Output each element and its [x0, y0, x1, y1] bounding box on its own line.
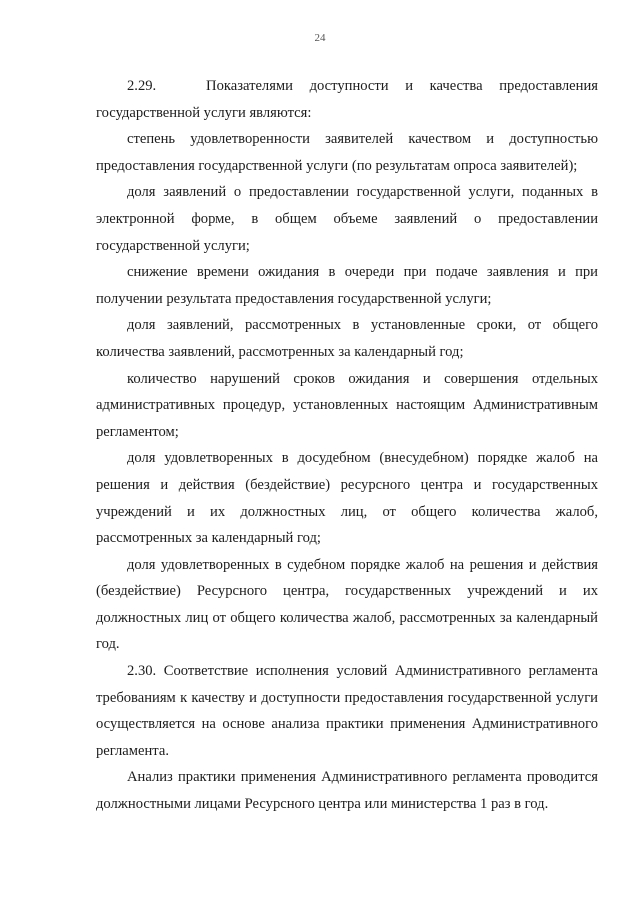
paragraph-violations-count: количество нарушений сроков ожидания и совершения отдельных административных процедур, установленных настоящим Административным регламентом; — [96, 370, 598, 440]
paragraph-queue-time-reduction: снижение времени ожидания в очереди при подаче заявления и при получении результата предоставления государственной услуги; — [96, 264, 598, 307]
paragraph-timely-applications-share: доля заявлений, рассмотренных в установленные сроки, от общего количества заявлений, рассмотренных за календарный год; — [96, 317, 598, 360]
paragraph-2-30-compliance: 2.30. Соответствие исполнения условий Административного регламента требованиям к качеству и доступности предоставления государственной услуги осуществляется на основе анализа практики применения Административного регламента. — [96, 663, 598, 759]
paragraph-pretrial-complaints-share: доля удовлетворенных в досудебном (внесудебном) порядке жалоб на решения и действия (бездействие) ресурсного центра и государственных учреждений и их должностных лиц, от общего количества жалоб, рассмотренных за календарный год; — [96, 450, 598, 547]
document-body — [96, 73, 598, 818]
paragraph-2-29-heading: 2.29. Показателями доступности и качества предоставления государственной услуги являются: — [96, 78, 598, 121]
paragraph-judicial-complaints-share: доля удовлетворенных в судебном порядке жалоб на решения и действия (бездействие) Ресурсного центра, государственных учреждений и их должностных лиц от общего количества жалоб, рассмотренных за календарный год. — [96, 556, 598, 653]
paragraph-electronic-applications-share: доля заявлений о предоставлении государственной услуги, поданных в электронной форме, в общем объеме заявлений о предоставлении государственной услуги; — [96, 184, 598, 254]
paragraph-analysis-frequency: Анализ практики применения Административного регламента проводится должностными лицами Ресурсного центра или министерства 1 раз в год. — [96, 769, 598, 813]
page-number: 24 — [314, 32, 326, 44]
paragraph-satisfaction-degree: степень удовлетворенности заявителей качеством и доступностью предоставления государственной услуги (по результатам опроса заявителей); — [96, 131, 598, 174]
